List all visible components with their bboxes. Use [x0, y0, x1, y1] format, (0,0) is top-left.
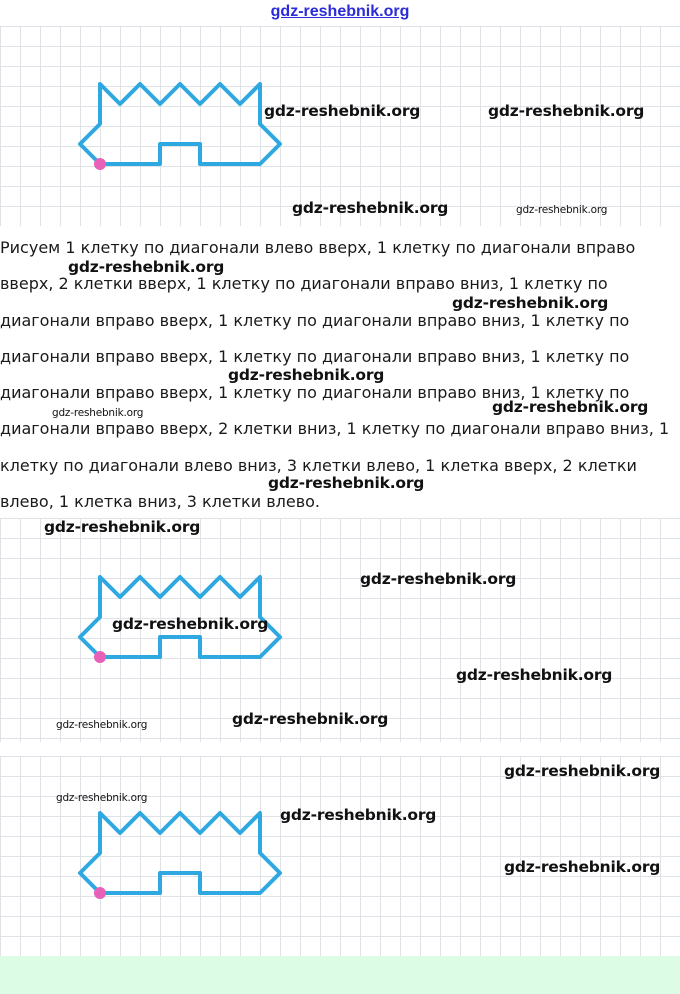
figure-1	[0, 26, 680, 226]
figure-1-outline	[80, 84, 280, 164]
footer-band	[0, 956, 680, 994]
grid-figure-2	[0, 518, 680, 742]
watermark: gdz-reshebnik.org	[264, 102, 421, 120]
explanation-text: Рисуем 1 клетку по диагонали влево вверх, 1 клетку по диагонали вправо вверх, 2 клетки вверх, 1 клетку по диагонали вправо вниз, 1 клетку по диагонали вправо вверх, 1 клетку по диагонали вправо вниз, 1 клетку по диагонали вправо вверх, 1 клетку по диагонали вправо вниз, 1 клетку по диагонали вправо вверх, 1 клетку по диагонали вправо вниз, 1 клетку по диагонали вправо вверх, 2 клетки вниз, 1 клетку по диагонали вправо вниз, 1 клетку по диагонали влево вниз, 3 клетки влево, 1 клетка вверх, 2 клетки влево, 1 клетка вниз, 3 клетки влево.	[0, 238, 670, 512]
watermark: gdz-reshebnik.org	[280, 806, 437, 824]
watermark: gdz-reshebnik.org	[492, 398, 649, 416]
figure-3	[0, 756, 680, 956]
figure-2-start-dot	[94, 651, 106, 663]
watermark: gdz-reshebnik.org	[228, 366, 385, 384]
figure-3-start-dot	[94, 887, 106, 899]
watermark: gdz-reshebnik.org	[488, 102, 645, 120]
watermark: gdz-reshebnik.org	[232, 710, 389, 728]
watermark: gdz-reshebnik.org	[360, 570, 517, 588]
watermark: gdz-reshebnik.org	[452, 294, 609, 312]
watermark: gdz-reshebnik.org	[112, 615, 269, 633]
grid-figure-3	[0, 756, 680, 956]
site-header-link[interactable]: gdz-reshebnik.org	[270, 3, 410, 20]
figure-1-start-dot	[94, 158, 106, 170]
watermark: gdz-reshebnik.org	[292, 199, 449, 217]
watermark: gdz-reshebnik.org	[56, 719, 148, 731]
watermark: gdz-reshebnik.org	[52, 407, 144, 419]
watermark: gdz-reshebnik.org	[268, 474, 425, 492]
watermark: gdz-reshebnik.org	[456, 666, 613, 684]
figure-3-outline	[80, 813, 280, 893]
figure-2	[0, 518, 680, 742]
grid-figure-1	[0, 26, 680, 226]
watermark: gdz-reshebnik.org	[504, 762, 661, 780]
watermark: gdz-reshebnik.org	[516, 204, 608, 216]
watermark: gdz-reshebnik.org	[504, 858, 661, 876]
watermark: gdz-reshebnik.org	[44, 518, 201, 536]
watermark: gdz-reshebnik.org	[68, 258, 225, 276]
watermark: gdz-reshebnik.org	[56, 792, 148, 804]
